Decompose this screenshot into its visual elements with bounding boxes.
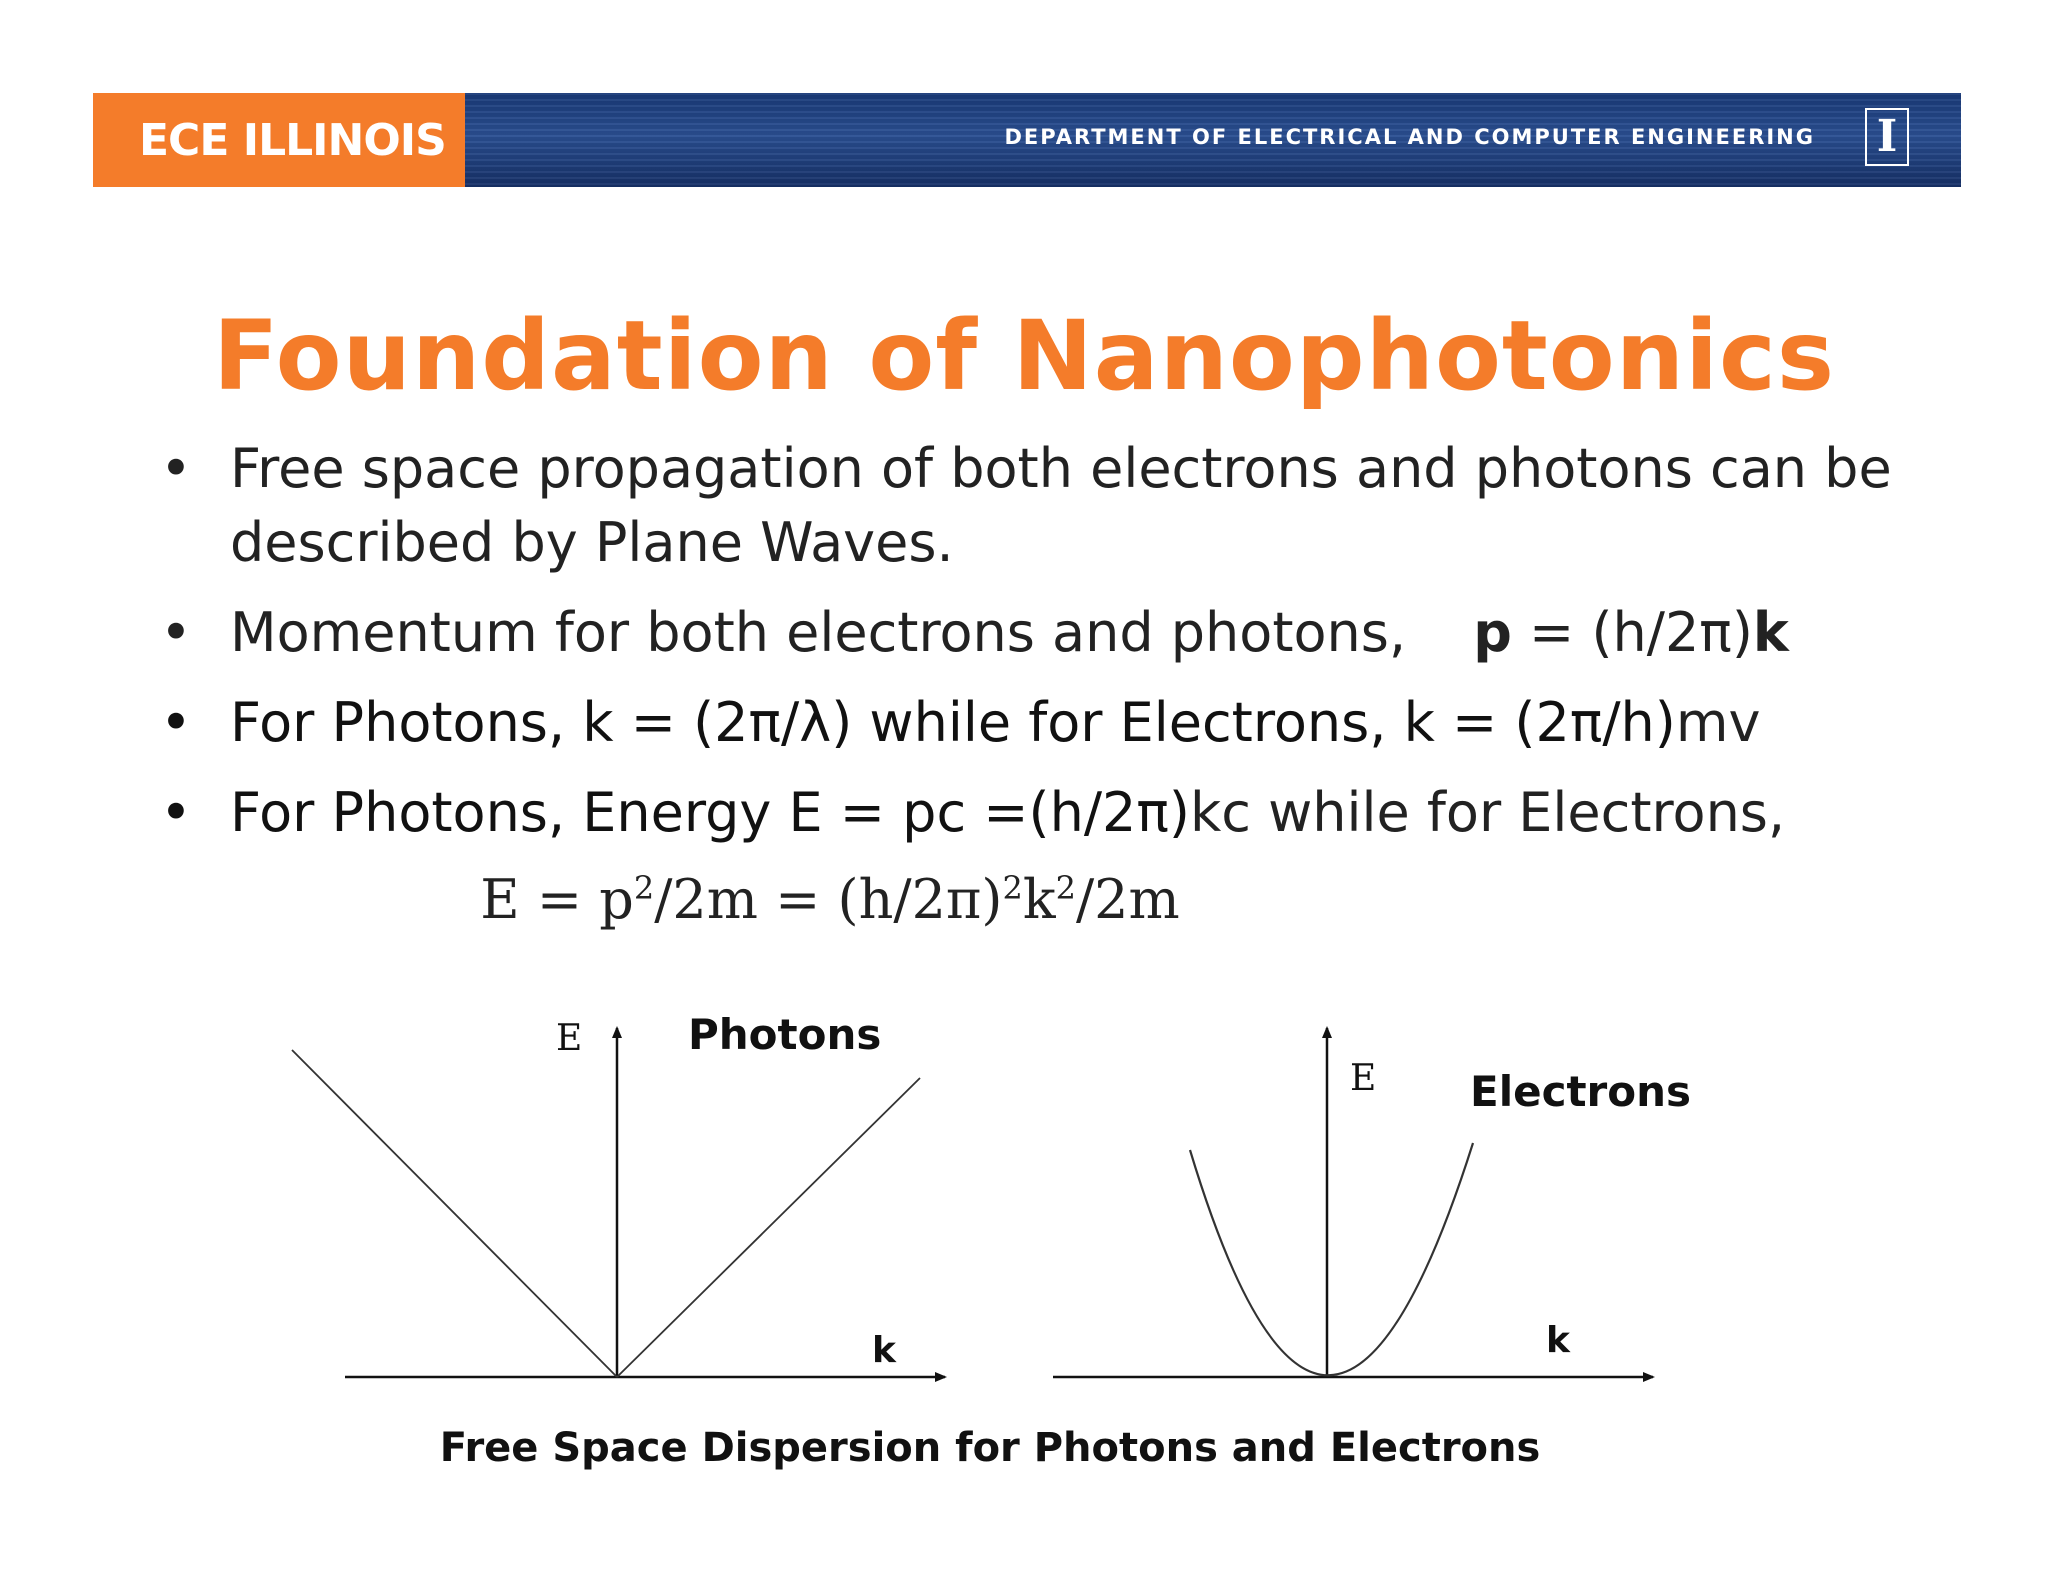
eq-part: E = p	[480, 868, 634, 931]
department-name: DEPARTMENT OF ELECTRICAL AND COMPUTER ENGINEERING	[1004, 125, 1815, 149]
slide-title: Foundation of Nanophotonics	[212, 300, 1836, 412]
bullet-text: For Photons, k = (2π/λ) while for Electrons, k = (2π/h)	[230, 691, 1676, 754]
photons-k-label: k	[872, 1330, 896, 1371]
eq-part: /2m = (h/2π)	[654, 868, 1003, 931]
bullet-text: Momentum for both electrons and photons,	[230, 601, 1407, 664]
eq-part: /2m	[1075, 868, 1180, 931]
electrons-e-label: E	[1350, 1058, 1377, 1099]
eq-part: k	[1022, 868, 1056, 931]
eq-exponent: 2	[1002, 869, 1023, 907]
eq-exponent: 2	[1055, 869, 1076, 907]
bullet-tail: kc while for Electrons,	[1189, 781, 1786, 844]
logo-letter: I	[1876, 111, 1898, 162]
photons-label: Photons	[688, 1010, 882, 1059]
bullet-tail: mv	[1675, 691, 1761, 754]
formula-mid: = (h/2π)	[1511, 601, 1753, 664]
electrons-label: Electrons	[1470, 1067, 1692, 1116]
eq-exponent: 2	[633, 869, 655, 907]
figure-caption: Free Space Dispersion for Photons and Electrons	[439, 1425, 1541, 1471]
electrons-dispersion-parabola	[1190, 1143, 1473, 1375]
photons-dispersion-left	[292, 1050, 617, 1377]
photons-e-label: E	[556, 1018, 583, 1059]
bullet-text: For Photons, Energy E = pc =(h/2π)	[230, 781, 1190, 844]
bullet-text: Free space propagation of both electrons and photons can be described by Plane Waves.	[230, 437, 1892, 574]
electrons-k-label: k	[1546, 1320, 1570, 1361]
formula-p: p	[1473, 601, 1512, 664]
formula-k: k	[1752, 601, 1789, 664]
brand-logo: ECE ILLINOIS	[139, 114, 446, 166]
